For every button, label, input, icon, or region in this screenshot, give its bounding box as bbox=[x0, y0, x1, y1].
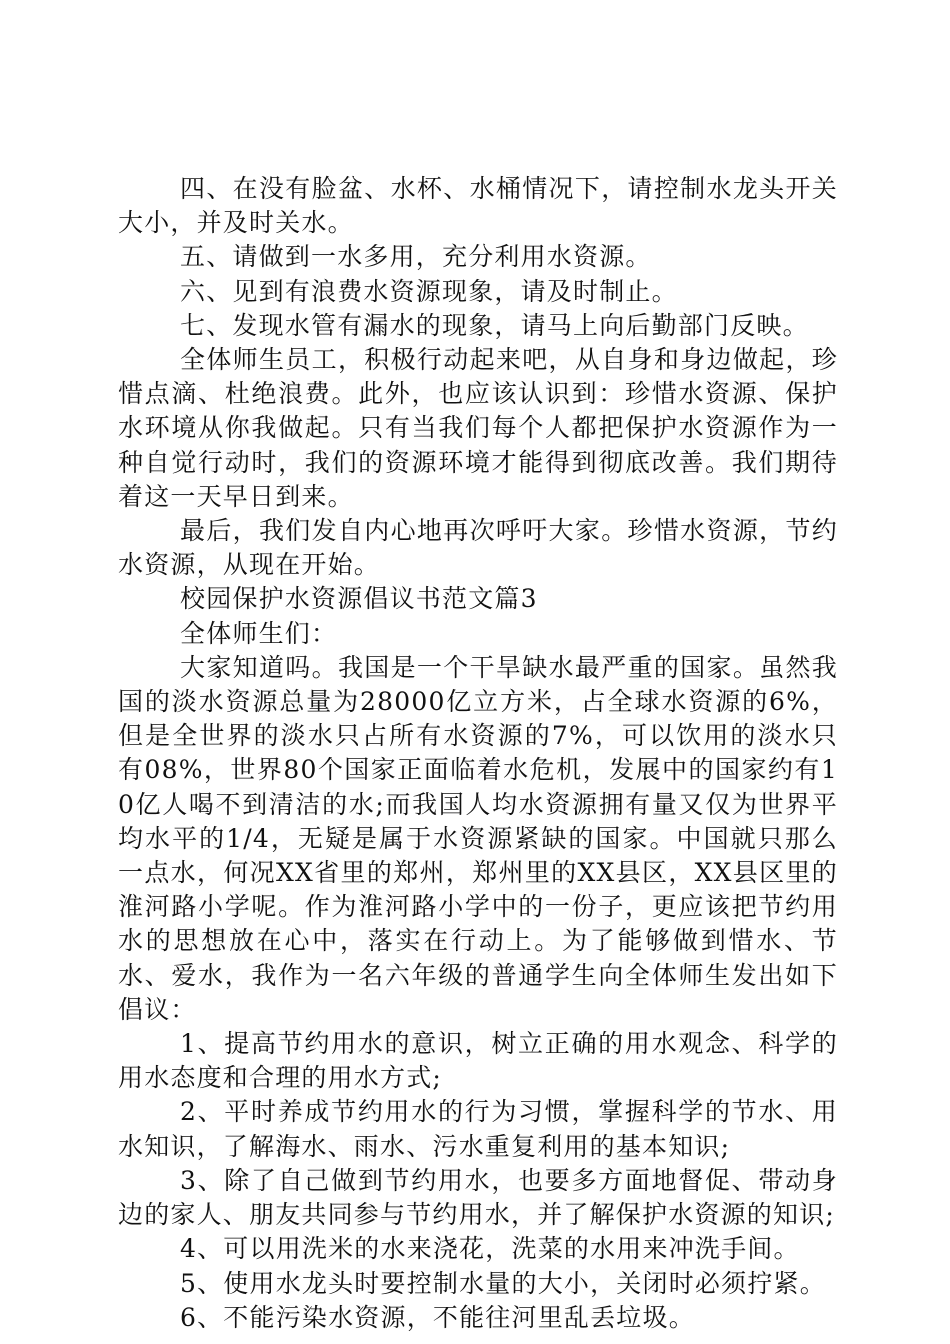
proposal-item-1: 1、提高节约用水的意识，树立正确的用水观念、科学的用水态度和合理的用水方式; bbox=[118, 1029, 838, 1093]
paragraph-item-5: 五、请做到一水多用，充分利用水资源。 bbox=[180, 242, 652, 272]
paragraph-item-7: 七、发现水管有漏水的现象，请马上向后勤部门反映。 bbox=[180, 310, 809, 340]
document-body bbox=[118, 172, 838, 1335]
salutation: 全体师生们： bbox=[180, 618, 338, 648]
paragraph-closing: 最后，我们发自内心地再次呼吁大家。珍惜水资源，节约水资源，从现在开始。 bbox=[118, 516, 838, 580]
paragraph-intro: 大家知道吗。我国是一个干旱缺水最严重的国家。虽然我国的淡水资源总量为28000亿立方米，占全球水资源的6%，但是全世界的淡水只占所有水资源的7%，可以饮用的淡水只有08%，世界80个国家正面临着水危机，发展中的国家约有10亿人喝不到清洁的水;而我国人均水资源拥有量又仅为世界平均水平的1/4，无疑是属于水资源紧缺的国家。中国就只那么一点水，何况XX省里的郑州，郑州里的XX县区，XX县区里的淮河路小学呢。作为淮河路小学中的一份子，更应该把节约用水的思想放在心中，落实在行动上。为了能够做到惜水、节水、爱水，我作为一名六年级的普通学生向全体师生发出如下倡议： bbox=[118, 652, 838, 1024]
section-heading: 校园保护水资源倡议书范文篇3 bbox=[180, 584, 538, 614]
proposal-item-2: 2、平时养成节约用水的行为习惯，掌握科学的节水、用水知识，了解海水、雨水、污水重复利用的基本知识; bbox=[118, 1097, 838, 1161]
paragraph-item-4: 四、在没有脸盆、水杯、水桶情况下，请控制水龙头开关大小，并及时关水。 bbox=[118, 174, 838, 238]
proposal-item-3: 3、除了自己做到节约用水，也要多方面地督促、带动身边的家人、朋友共同参与节约用水，并了解保护水资源的知识; bbox=[118, 1165, 838, 1230]
proposal-item-4: 4、可以用洗米的水来浇花，洗菜的水用来冲洗手间。 bbox=[180, 1234, 800, 1264]
proposal-item-5: 5、使用水龙头时要控制水量的大小，关闭时必须拧紧。 bbox=[180, 1268, 826, 1298]
proposal-item-6: 6、不能污染水资源，不能往河里乱丢垃圾。 bbox=[180, 1302, 695, 1332]
paragraph-item-6: 六、见到有浪费水资源现象，请及时制止。 bbox=[180, 276, 678, 306]
paragraph-call-to-action: 全体师生员工，积极行动起来吧，从自身和身边做起，珍惜点滴、杜绝浪费。此外，也应该认识到：珍惜水资源、保护水环境从你我做起。只有当我们每个人都把保护水资源作为一种自觉行动时，我们的资源环境才能得到彻底改善。我们期待着这一天早日到来。 bbox=[118, 345, 838, 511]
